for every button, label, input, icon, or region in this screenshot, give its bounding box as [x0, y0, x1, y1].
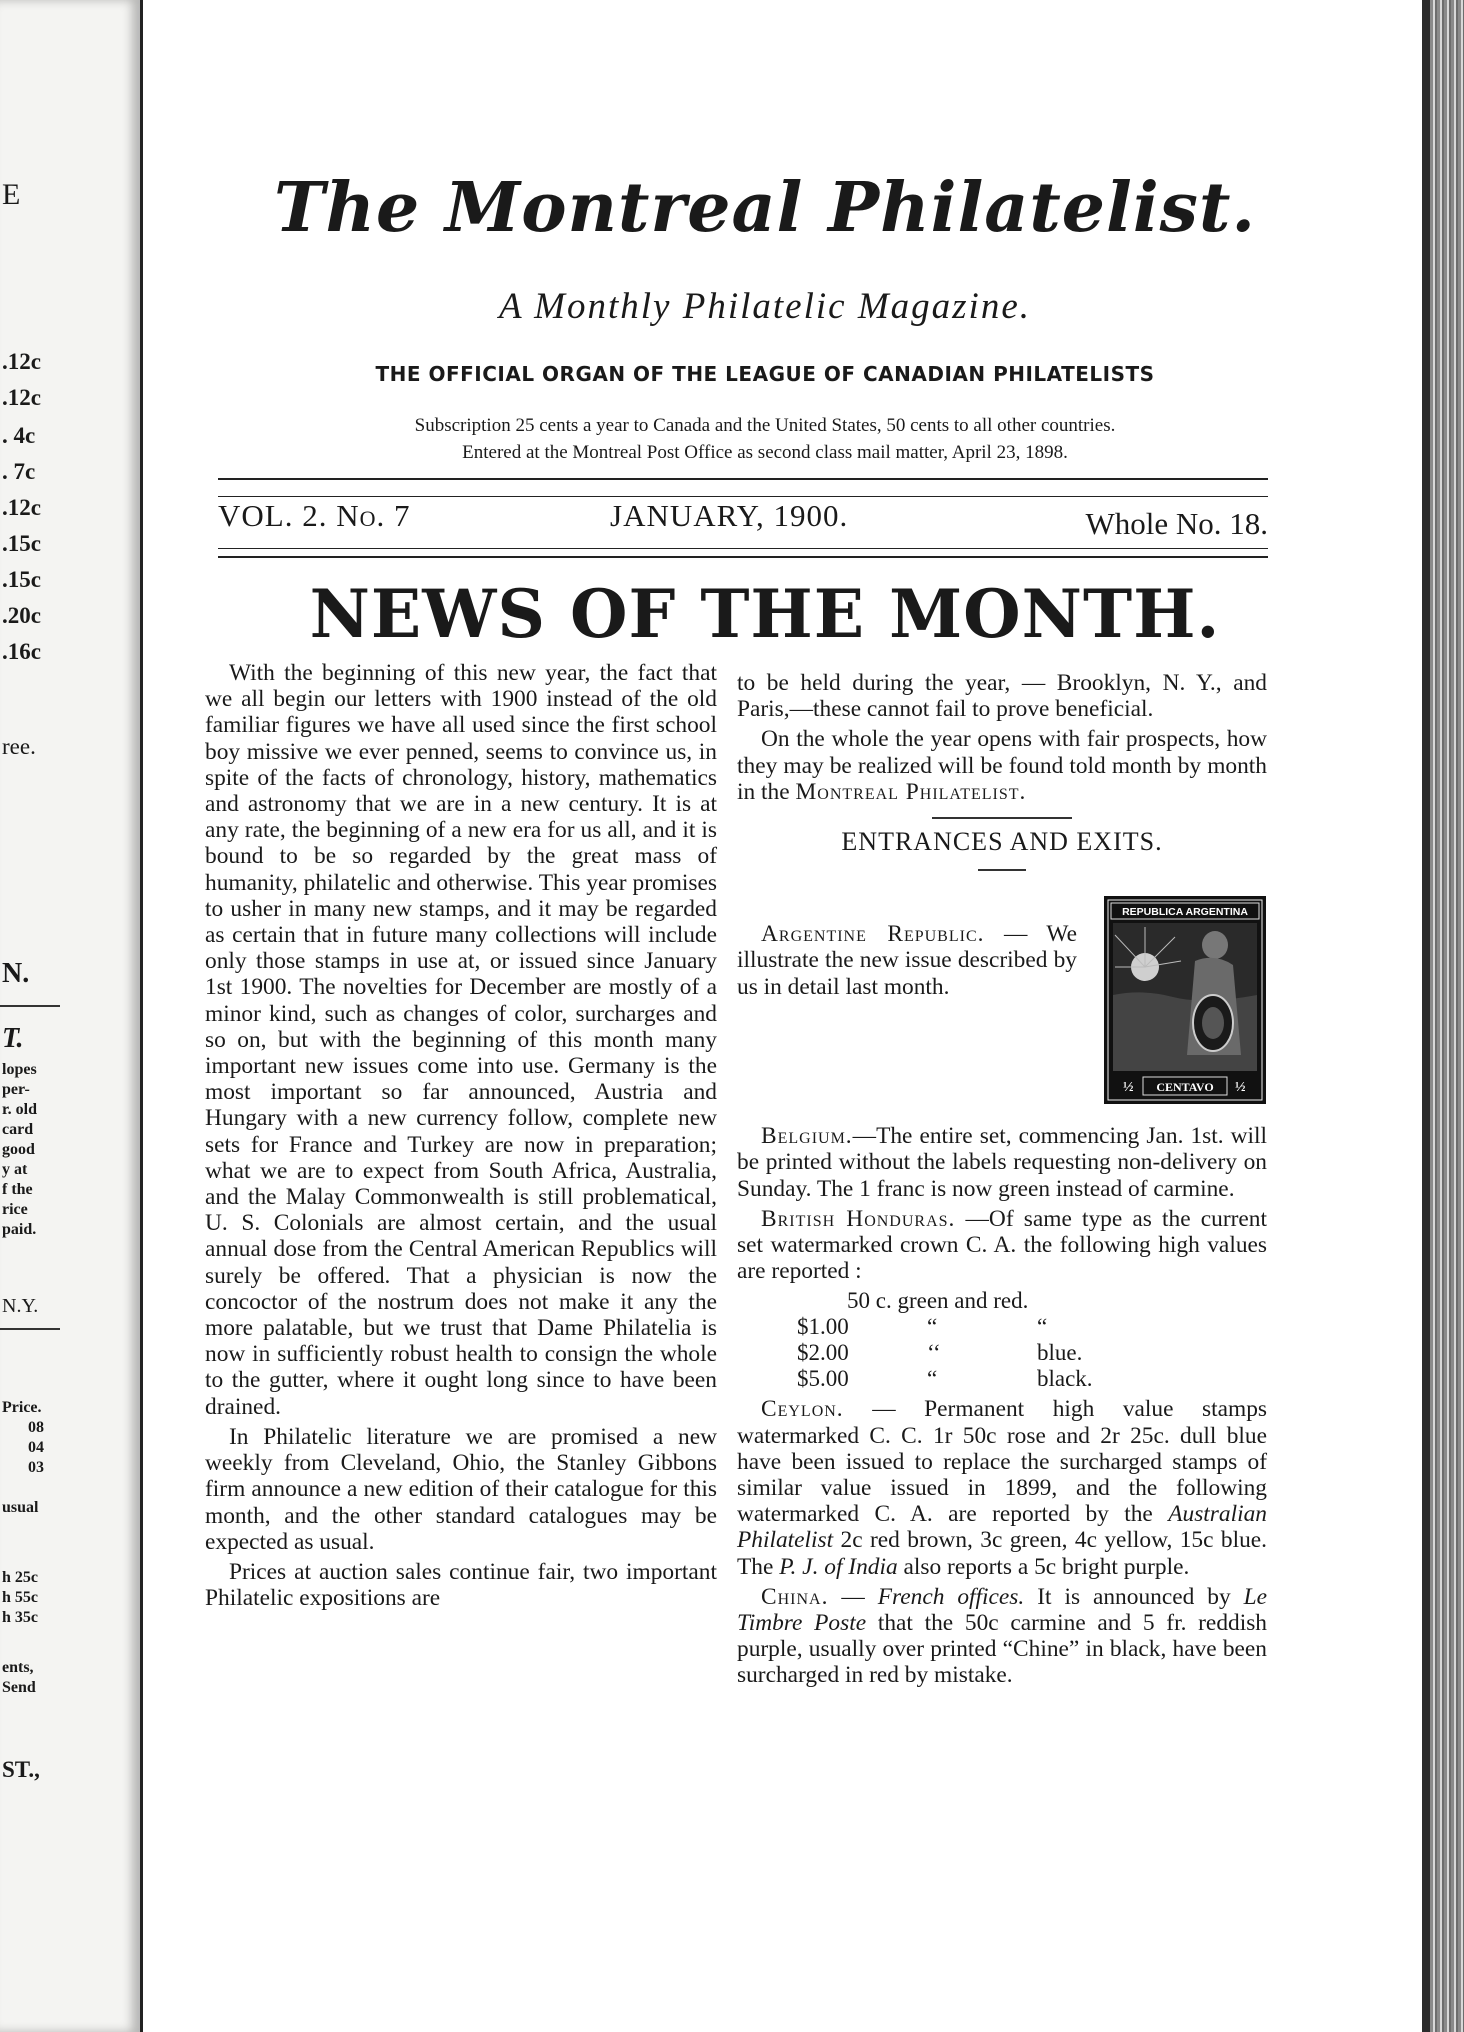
prev-price-line: Price. [2, 1399, 42, 1416]
stamp-top-text: REPUBLICA ARGENTINA [1122, 906, 1248, 919]
issue-date: JANUARY, 1900. [610, 498, 849, 533]
issue-bar [218, 496, 1268, 556]
stamp-value-left: ½ [1123, 1080, 1134, 1096]
previous-page-edge [0, 0, 143, 2032]
subscription-line: Subscription 25 cents a year to Canada and the United States, 50 cents to all other countries. [414, 415, 1116, 436]
prev-price-line: usual [2, 1499, 39, 1516]
prev-h-line: h 35c [2, 1609, 38, 1626]
values-row: $2.00 ‘‘ blue. [797, 1340, 1083, 1366]
section-title: ENTRANCES AND EXITS. [841, 827, 1163, 857]
prev-st: ST., [2, 1757, 40, 1782]
article-paragraph: to be held during the year, — Brooklyn, N. Y., and Paris,—these cannot fail to prove beneficial. [737, 670, 1267, 723]
ceylon-entry: Ceylon. — Permanent high value stamps watermarked C. C. 1r 50c rose and 2r 25c. dull blue have been issued to replace the surcharged stamps of similar value issued in 1899, and the following watermarked C. A. are reported by the Australian Philatelist 2c red brown, 3c green, 4c yellow, 15c blue. The P. J. of India also reports a 5c bright purple. [737, 1396, 1267, 1580]
honduras-values-table [797, 1288, 1267, 1392]
prev-ad-line: f the [2, 1181, 33, 1198]
prev-ad-line: card [2, 1121, 34, 1138]
prev-price: .15c [2, 531, 41, 556]
entered-line: Entered at the Montreal Post Office as second class mail matter, April 23, 1898. [462, 442, 1068, 463]
argentina-stamp-image [1103, 895, 1267, 1105]
prev-price-line: 04 [28, 1439, 44, 1456]
china-entry: China. — French offices. It is announced by Le Timbre Poste that the 50c carmine and 5 fr. reddish purple, usually over printed “Chine” in black, have been surcharged in red by mistake. [737, 1583, 1268, 1689]
prev-price: .12c [2, 495, 41, 520]
article-right-column [737, 670, 1267, 1689]
article-paragraph: With the beginning of this new year, the fact that we all begin our letters with 1900 instead of the old familiar figures we have all used since the first school boy missive we ever penned, seems to convince us, in spite of the facts of chronology, history, mathematics and astronomy that we are in a new century. It is at any rate, the beginning of a new era for us all, and it is bound to be so regarded by the great mass of humanity, philatelic and otherwise. This year promises to usher in many new stamps, and it may be regarded as certain that in future many collections will include only those stamps in use at, or issued since January 1st 1900. The novelties for December are mostly of a minor kind, such as changes of color, surcharges and so on, but with the beginning of this month many important new issues come into use. Germany is the most important so far announced, Austria and Hungary with a new currency follow, complete new sets for France and Turkey are now in preparation; what we are to expect from South Africa, Australia, and the Malay Commonwealth is still problematical, U. S. Colonials are almost certain, and the usual annual dose from the Central American Republics will surely be offered. That a physician is now the concoctor of the nostrum does not make it any the more palatable, but we trust that Dame Philatelia is now in sufficiently robust health to consign the whole to the gutter, where it ought long since to have been drained. [205, 660, 717, 1420]
china-subheading: French offices. [877, 1583, 1025, 1610]
article-paragraph: In Philatelic literature we are promised a new weekly from Cleveland, Ohio, the Stanley Gibbons firm announce a new edition of their catalogue for this month, and the other standard catalogues may be expected as usual. [205, 1423, 717, 1555]
prev-free: ree. [2, 734, 36, 759]
article-paragraph: Prices at auction sales continue fair, two important Philatelic expositions are [205, 1558, 717, 1612]
prev-ad-line: per- [2, 1081, 30, 1098]
argentine-entry [737, 895, 1267, 1105]
values-row: $1.00 “ “ [797, 1314, 1048, 1340]
prev-n: N. [2, 958, 30, 989]
country-label: China. [761, 1583, 829, 1610]
prev-h-line: h 25c [2, 1569, 38, 1586]
rule-bottom-thin [218, 548, 1268, 549]
country-label: Belgium. [761, 1123, 853, 1150]
masthead-subtitle: A Monthly Philatelic Magazine. [498, 286, 1031, 327]
book-page-edges [1430, 0, 1464, 2032]
values-row: $5.00 “ black. [797, 1366, 1093, 1392]
prev-price: .12c [2, 385, 41, 410]
prev-price: . 4c [2, 423, 36, 448]
country-label: Ceylon. [761, 1396, 844, 1423]
prev-price: .20c [2, 603, 41, 628]
prev-ad-line: good [2, 1141, 35, 1158]
prev-ad-line: paid. [2, 1221, 37, 1238]
prev-ad-line: y at [2, 1161, 28, 1178]
prev-ny: N.Y. [2, 1295, 39, 1317]
article-left-column [205, 660, 717, 1611]
country-label: Argentine Republic. [761, 921, 985, 948]
official-organ-line: THE OFFICIAL ORGAN OF THE LEAGUE OF CANADIAN PHILATELISTS [375, 362, 1155, 386]
prev-price: .15c [2, 567, 41, 592]
prev-price: . 7c [2, 459, 36, 484]
section-divider [978, 869, 1026, 871]
prev-letter: E [2, 178, 21, 211]
prev-ad-line: r. old [2, 1101, 37, 1118]
article-paragraph: On the whole the year opens with fair prospects, how they may be realized will be found told month by month in the Montreal Philatelist. [737, 726, 1267, 805]
journal-name: Le Timbre Poste [737, 1583, 1267, 1637]
magazine-name: Montreal Philatelist. [795, 778, 1027, 805]
masthead-title: The Montreal Philatelist. [273, 168, 1257, 248]
prev-price: .16c [2, 639, 41, 664]
honduras-entry: British Honduras. —Of same type as the current set watermarked crown C. A. the following high values are reported : [737, 1205, 1267, 1285]
headline: NEWS OF THE MONTH. [309, 575, 1221, 653]
prev-ad-line: lopes [2, 1061, 37, 1078]
prev-price-line: 08 [28, 1419, 44, 1436]
section-divider [932, 817, 1072, 819]
belgium-entry: Belgium.—The entire set, commencing Jan. 1st. will be printed without the labels requesting non-delivery on Sunday. The 1 franc is now green instead of carmine. [737, 1123, 1267, 1202]
book-gutter [1422, 0, 1430, 2032]
journal-name: P. J. of India [779, 1553, 898, 1580]
prev-cents-line: ents, [2, 1659, 34, 1676]
rule-top [218, 478, 1268, 480]
prev-h-line: h 55c [2, 1589, 38, 1606]
argentine-text: Argentine Republic. — We illustrate the new issue described by us in detail last month. [737, 921, 1077, 1000]
country-label: British Honduras. [761, 1205, 956, 1232]
prev-price-line: 03 [28, 1459, 44, 1476]
rule-bottom [218, 556, 1268, 558]
stamp-value-right: ½ [1235, 1080, 1246, 1096]
prev-t: T. [2, 1023, 24, 1054]
prev-price: .12c [2, 349, 41, 374]
values-row: 50 c. green and red. [847, 1288, 1029, 1314]
journal-name: Australian Philatelist [737, 1501, 1267, 1554]
prev-cents-line: Send [2, 1679, 36, 1696]
whole-number: Whole No. 18. [1085, 506, 1268, 541]
stamp-bottom-text: CENTAVO [1156, 1080, 1214, 1095]
prev-ad-line: rice [2, 1201, 28, 1218]
volume-number: VOL. 2. No. 7 [218, 498, 411, 533]
